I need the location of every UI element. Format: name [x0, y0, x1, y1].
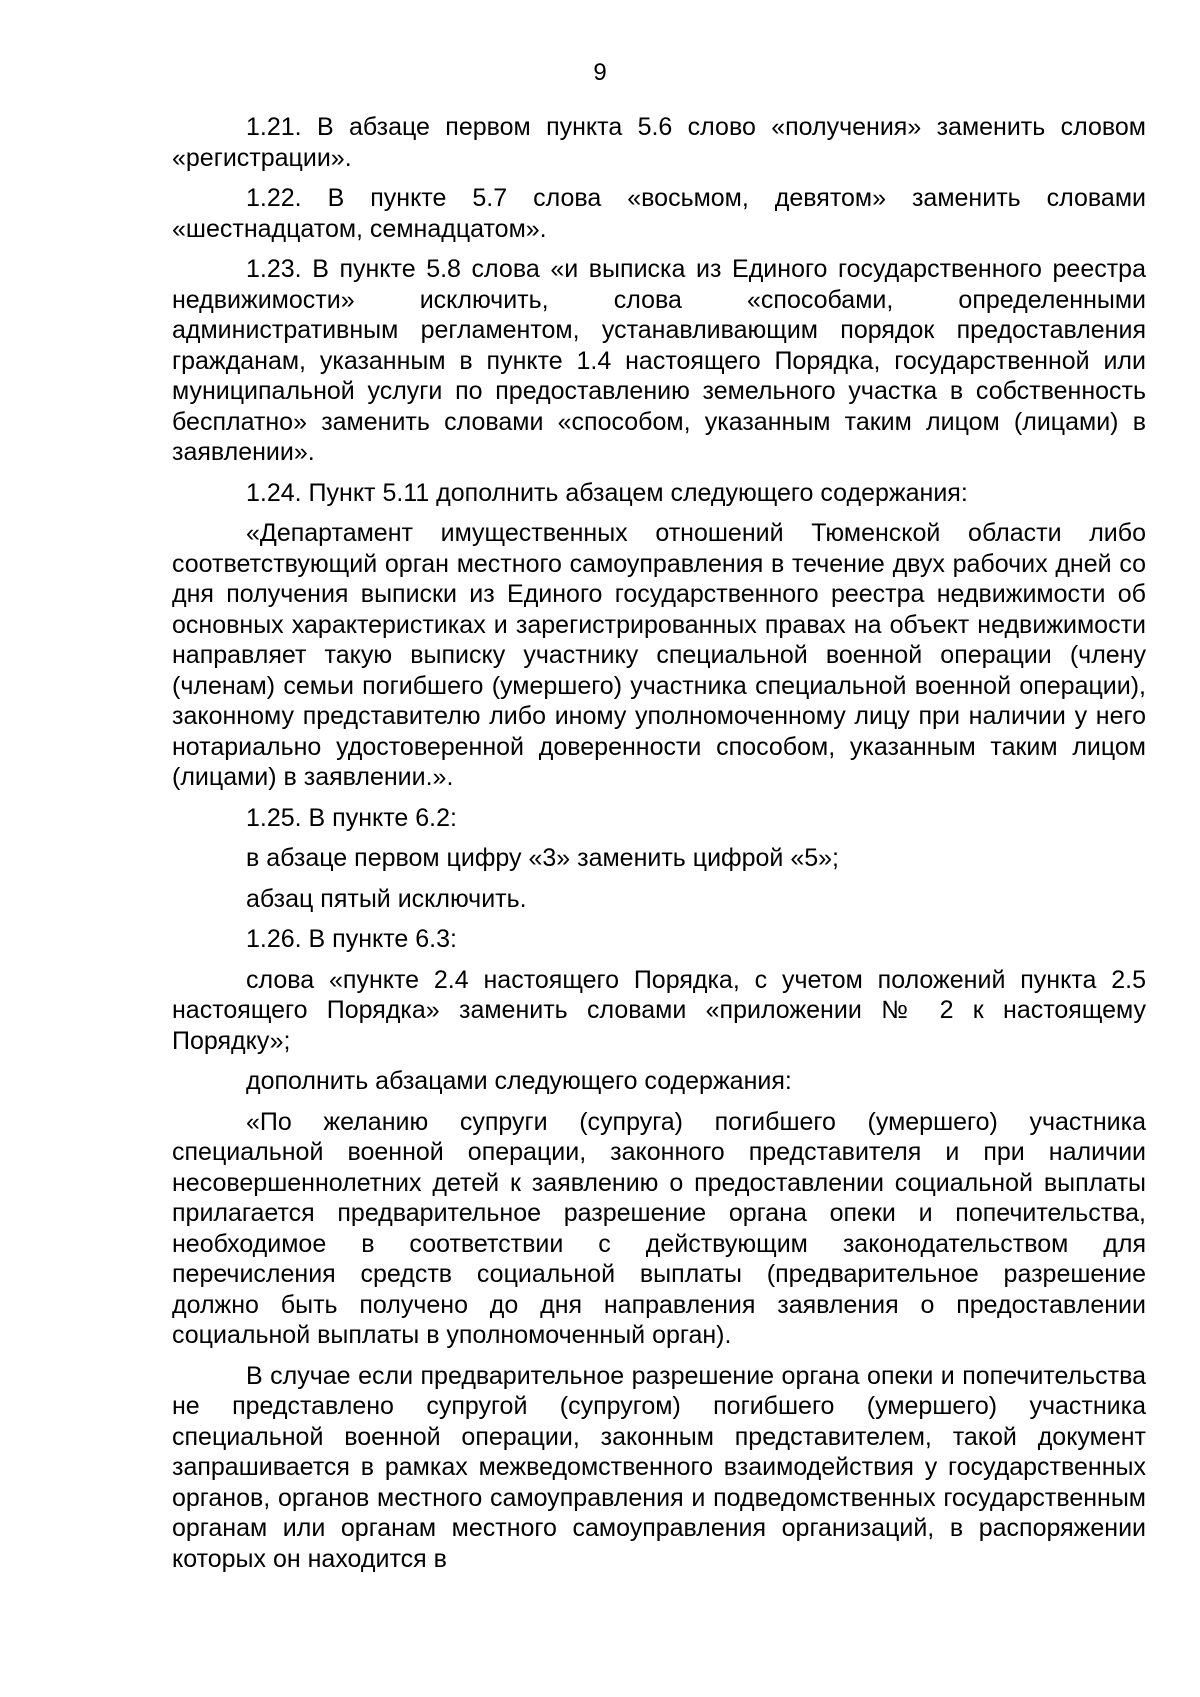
paragraph-1-24-quote: «Департамент имущественных отношений Тюменской области либо соответствующий орган местного самоуправления в течение двух рабочих дней со дня получения выписки из Единого государственного реестра недвижимости об основных характеристиках и зарегистрированных правах на объект недвижимости направляет такую выписку участнику специальной военной операции (члену (членам) семьи погибшего (умершего) участника специальной военной операции), законному представителю либо иному уполномоченному лицу при наличии у него нотариально удостоверенной доверенности способом, указанным таким лицом (лицами) в заявлении.».	[172, 519, 1146, 791]
paragraph-1-26-quote-1: «По желанию супруги (супруга) погибшего (умершего) участника специальной военной операции, законного представителя и при наличии несовершеннолетних детей к заявлению о предоставлении социальной выплаты прилагается предварительное разрешение органа опеки и попечительства, необходимое в соответствии с действующим законодательством для перечисления средств социальной выплаты (предварительное разрешение должно быть получено до дня направления заявления о предоставлении социальной выплаты в уполномоченный орган).	[172, 1107, 1146, 1349]
paragraph-1-23: 1.23. В пункте 5.8 слова «и выписка из Единого государственного реестра недвижимости» исключить, слова «способами, определенными административным регламентом, устанавливающим порядок предоставления гражданам, указанным в пункте 1.4 настоящего Порядка, государственной или муниципальной услуги по предоставлению земельного участка в собственность бесплатно» заменить словами «способом, указанным таким лицом (лицами) в заявлении».	[172, 255, 1146, 466]
paragraph-1-21: 1.21. В абзаце первом пункта 5.6 слово «получения» заменить словом «регистрации».	[172, 113, 1146, 172]
paragraph-1-26-a: слова «пункте 2.4 настоящего Порядка, с учетом положений пункта 2.5 настоящего Порядка» заменить словами «приложении № 2 к настоящему Порядку»;	[172, 965, 1146, 1055]
paragraph-1-26-b: дополнить абзацами следующего содержания:	[246, 1067, 792, 1095]
paragraph-1-22: 1.22. В пункте 5.7 слова «восьмом, девятом» заменить словами «шестнадцатом, семнадцатом».	[172, 184, 1146, 243]
paragraph-1-25-a: в абзаце первом цифру «3» заменить цифрой «5»;	[246, 844, 839, 872]
document-body	[172, 112, 1146, 1584]
page-number: 9	[593, 59, 607, 86]
paragraph-1-26-quote-2: В случае если предварительное разрешение органа опеки и попечительства не представлено супругой (супругом) погибшего (умершего) участника специальной военной операции, законным представителем, такой документ запрашивается в рамках межведомственного взаимодействия у государственных органов, органов местного самоуправления и подведомственных государственным органам или органам местного самоуправления организаций, в распоряжении которых он находится в	[172, 1361, 1146, 1573]
paragraph-1-25: 1.25. В пункте 6.2:	[246, 803, 457, 832]
paragraph-1-24: 1.24. Пункт 5.11 дополнить абзацем следующего содержания:	[246, 478, 968, 507]
paragraph-1-25-b: абзац пятый исключить.	[246, 884, 527, 913]
paragraph-1-26: 1.26. В пункте 6.3:	[246, 925, 457, 953]
